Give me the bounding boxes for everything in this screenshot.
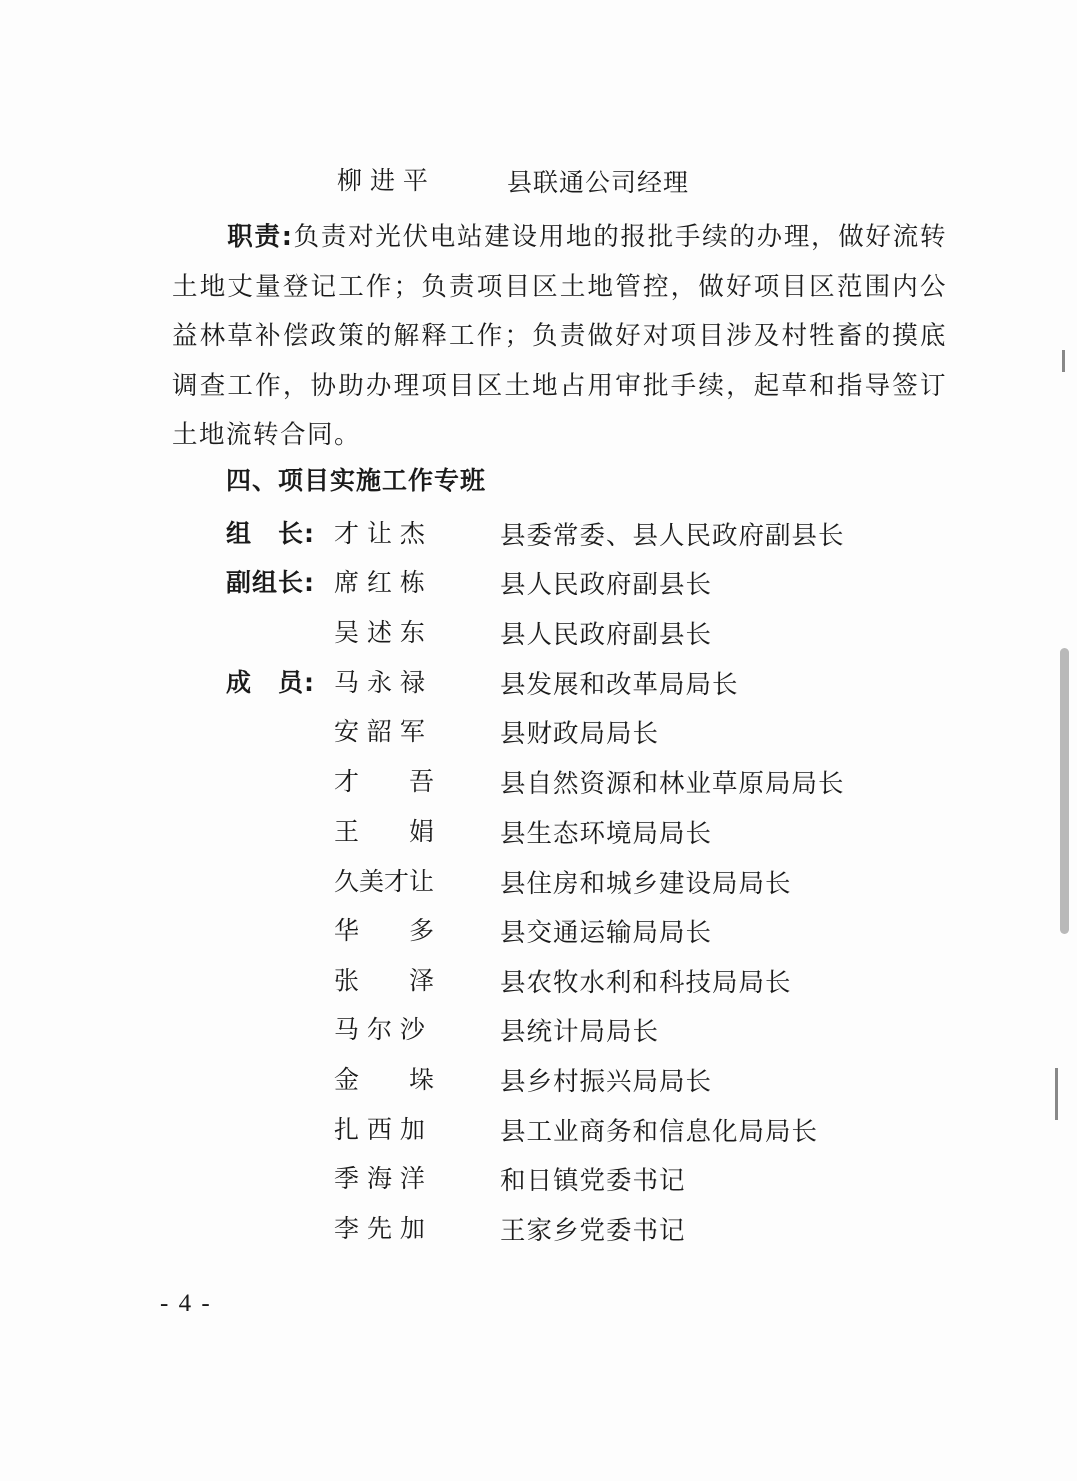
person-title: 县人民政府副县长 — [500, 620, 713, 650]
person-name: 扎 西 加 — [334, 1115, 425, 1144]
scan-edge-mark — [1062, 350, 1065, 372]
person-name: 季 海 洋 — [334, 1164, 425, 1193]
section-heading: 四、项目实施工作专班 — [226, 466, 487, 495]
person-name: 马 永 禄 — [334, 668, 425, 697]
person-name: 才 让 杰 — [334, 519, 425, 548]
person-title: 县委常委、县人民政府副县长 — [500, 521, 845, 551]
person-title: 县人民政府副县长 — [500, 570, 713, 600]
person-title: 和日镇党委书记 — [500, 1166, 686, 1196]
top-person-name — [337, 164, 428, 198]
person-title: 县生态环境局局长 — [500, 819, 713, 849]
person-title: 县工业商务和信息化局局长 — [500, 1117, 819, 1147]
person-title: 县发展和改革局局长 — [500, 670, 739, 700]
role-label-leader: 组 长: — [226, 519, 315, 548]
scan-edge-mark — [1055, 1068, 1058, 1120]
person-title: 县统计局局长 — [500, 1017, 660, 1047]
person-title: 县自然资源和林业草原局局长 — [500, 769, 845, 799]
page-number: - 4 - — [160, 1290, 212, 1317]
duty-label: 职责: — [227, 222, 294, 252]
person-name: 华 多 — [334, 916, 435, 945]
person-name: 才 吾 — [334, 767, 435, 796]
duty-paragraph — [172, 213, 947, 461]
duty-text: 负责对光伏电站建设用地的报批手续的办理，做好流转土地丈量登记工作；负责项目区土地管控，做好项目区范围内公益林草补偿政策的解释工作；负责做好对项目涉及村牲畜的摸底调查工作，协助办理项目区土地占用审批手续，起草和指导签订土地流转合同。 — [172, 222, 947, 450]
person-name: 吴 述 东 — [334, 618, 425, 647]
person-name: 张 泽 — [334, 966, 435, 995]
role-label-deputy: 副组长: — [226, 568, 315, 597]
person-title: 县财政局局长 — [500, 719, 660, 749]
person-name: 李 先 加 — [334, 1214, 425, 1243]
person-name: 安 韶 军 — [334, 717, 425, 746]
top-person-title — [507, 166, 689, 200]
role-label-member: 成 员: — [226, 668, 315, 697]
person-title: 县乡村振兴局局长 — [500, 1067, 713, 1097]
person-title: 王家乡党委书记 — [500, 1216, 686, 1246]
person-name: 马 尔 沙 — [334, 1015, 425, 1044]
top-person-title-text: 县联通公司经理 — [507, 168, 690, 197]
top-person-name-text: 柳 进 平 — [337, 166, 428, 195]
person-title: 县农牧水利和科技局局长 — [500, 968, 792, 998]
person-name: 席 红 栋 — [334, 568, 425, 597]
person-title: 县交通运输局局长 — [500, 918, 713, 948]
person-name: 金 垛 — [334, 1065, 435, 1094]
person-name: 久美才让 — [334, 867, 435, 896]
person-title: 县住房和城乡建设局局长 — [500, 869, 792, 899]
vertical-scrollbar[interactable] — [1060, 648, 1069, 934]
person-name: 王 娟 — [334, 817, 435, 846]
